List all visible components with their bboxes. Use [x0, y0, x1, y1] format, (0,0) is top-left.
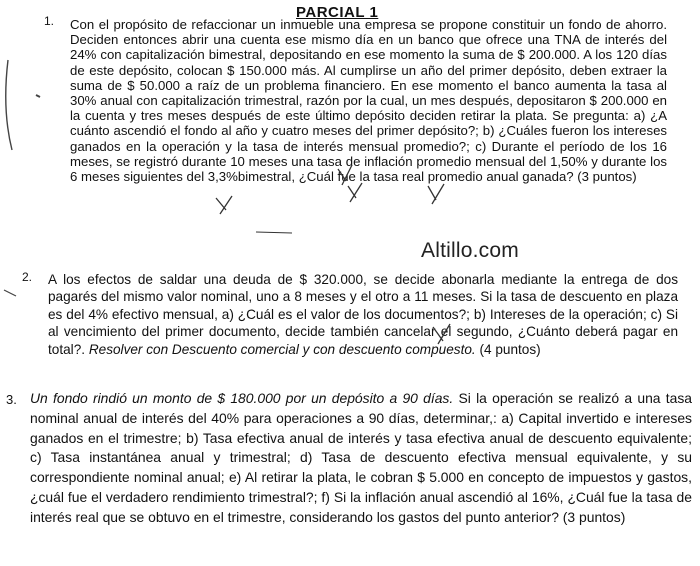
underline-mark — [256, 232, 292, 233]
check-mark — [348, 183, 362, 202]
question-points: (4 puntos) — [479, 341, 541, 357]
question-text: Con el propósito de refaccionar un inmueble una empresa se propone constituir un fondo de ahorro. Deciden entonces abrir una cuenta ese mismo día en un banco que ofrece una TNA de interés del 24% con capitalización bimestral, depositando en ese momento la suma de $ 200.000. A los 120 días de este depósito, colocan $ 150.000 más. Al cumplirse un año del primer depósito, deben extraer la suma de $ 50.000 a raíz de un problema financiero. En ese momento el banco aumenta la tasa al 30% anual con capitalización trimestral, razón por la cual, un mes después, depositaron $ 200.000 en la cuenta y tres meses después de este último depósito deciden retirar la plata. Se pregunta: a) ¿A cuánto ascendió el fondo al año y cuatro meses del primer depósito?; b) ¿Cuáles fueron los intereses ganados en la operación y la tasa de interés mensual promedio?; c) Durante el período de los 16 meses, se registró durante 10 meses una tasa de inflación promedio mensual del 1,50% y durante los 6 meses siguientes del 3,3%bimestral, ¿Cuál fue la tasa real promedio anual ganada? (3 puntos) — [70, 17, 667, 185]
check-mark — [216, 196, 232, 214]
question-number: 2. — [22, 270, 33, 284]
question-body: Si la operación se realizó a una tasa nominal anual de interés del 40% para operaciones a 90 días, determinar,: a) Capital invertido e intereses ganados en el trimestre; b) Tasa efectiva anual de interés y tasa efectiva anual de descuento equivalente; c) Tasa instantánea anual y trimestral; d) Tasa de descuento efectiva mensual equivalente, y su correspondiente nominal anual; e) Al retirar la plata, le cobran $ 5.000 en concepto de impuestos y gastos, ¿cuál fue el verdadero rendimiento trimestral?; f) Si la inflación anual ascendió al 16%, ¿Cuál fue la tasa de interés real que se obtuvo en el trimestre, considerando los gastos del punto anterior? (3 puntos) — [30, 390, 693, 525]
question-lead: Un fondo rindió un monto de $ 180.000 por un depósito a 90 días. — [30, 390, 454, 406]
check-mark — [428, 184, 444, 204]
question-body: A los efectos de saldar una deuda de $ 320.000, se decide abonarla mediante la entrega de dos pagarés del mismo valor nominal, uno a 8 meses y el otro a 11 meses. Si la tasa de descuento en plaza es del 4% efectivo mensual, a) ¿Cuál es el valor de los documentos?; b) Intereses de la operación; c) Si al vencimiento del primer documento, decide también cancelar el segundo, ¿Cuánto deberá pagar en total?. — [48, 272, 678, 357]
dash-mark — [4, 290, 16, 296]
question-text — [30, 389, 692, 528]
question-closing: Resolver con Descuento comercial y con descuento compuesto. — [88, 341, 476, 357]
question-text — [48, 271, 678, 358]
bracket-mark — [6, 60, 12, 150]
question-number: 3. — [6, 392, 17, 407]
page-title: PARCIAL 1 — [296, 4, 379, 21]
watermark: Altillo.com — [421, 239, 519, 262]
dot-mark — [36, 95, 40, 97]
question-number: 1. — [44, 14, 55, 28]
